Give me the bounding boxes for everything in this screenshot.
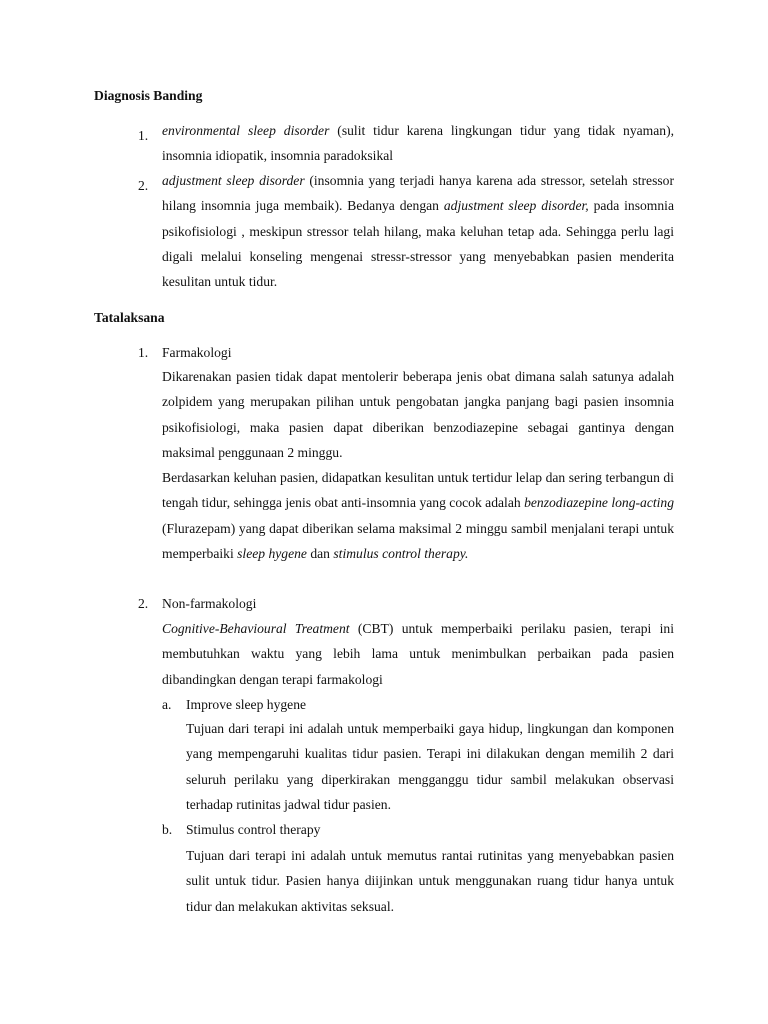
diagnosis-item-2-text-1: (insomnia yang terjadi hanya karena ada stressor, setelah stressor hilang insomnia juga membaik). Bedanya dengan [162,173,674,214]
farmakologi-term-stimulus-control: stimulus control therapy. [333,545,469,561]
diagnosis-item-2-text-2: pada insomnia psikofisiologi , meskipun stressor telah hilang, maka keluhan tetap ada. Sehingga perlu lagi digali melalui konseling mengenai stressr-stressor yang menyebabkan pasien menderita kesulitan untuk tidur. [162,198,674,290]
nonfarmakologi-intro [162,616,674,692]
subitem-a-number: a. [162,697,172,712]
subitem-a-title: Improve sleep hygene [186,697,307,712]
farmakologi-paragraph-2-text-a: Berdasarkan keluhan pasien, didapatkan kesulitan untuk tertidur lelap dan sering terbangun di tengah tidur, sehingga jenis obat anti-insomnia yang cocok adalah [162,470,674,511]
diagnosis-item-2-term: adjustment sleep disorder [162,173,305,188]
nonfarmakologi-number: 2. [138,596,149,611]
farmakologi-number: 1. [138,345,149,360]
subitem-b-title: Stimulus control therapy [186,822,321,837]
subitem-a-text: Tujuan dari terapi ini adalah untuk memperbaiki gaya hidup, lingkungan dan komponen yang mempengaruhi kualitas tidur pasien. Terapi ini dilakukan dengan memilih 2 dari seluruh perilaku yang diperkirakan mengganggu tidur sambil melakukan observasi terhadap rutinitas jadwal tidur pasien. [186,721,674,812]
farmakologi-paragraph-2-text-b: (Flurazepam) yang dapat diberikan selama maksimal 2 minggu sambil menjalani terapi untuk memperbaiki [162,520,674,561]
farmakologi-paragraph-2 [162,465,674,566]
diagnosis-item-2 [162,168,674,294]
tatalaksana-heading: Tatalaksana [94,310,165,325]
subitem-b-text: Tujuan dari terapi ini adalah untuk memutus rantai rutinitas yang menyebabkan pasien sulit untuk tidur. Pasien hanya diijinkan untuk menggunakan ruang tidur hanya untuk tidur dan melakukan aktivitas seksual. [186,848,674,914]
nonfarmakologi-title: Non-farmakologi [162,596,257,611]
diagnosis-item-2-number: 2. [138,178,149,193]
diagnosis-item-1-term: environmental sleep disorder [162,123,330,138]
farmakologi-paragraph-1: Dikarenakan pasien tidak dapat mentolerir beberapa jenis obat dimana salah satunya adalah zolpidem yang merupakan pilihan untuk pengobatan jangka panjang bagi pasien insomnia psikofisiologi, maka pasien dapat diberikan benzodiazepine sebagai gantinya dengan maksimal penggunaan 2 minggu. [162,369,674,460]
diagnosis-item-1-number: 1. [138,128,149,143]
farmakologi-title: Farmakologi [162,345,232,360]
nonfarmakologi-term-cbt: Cognitive-Behavioural Treatment [162,621,350,636]
farmakologi-term-sleep-hygene: sleep hygene [237,545,307,561]
subitem-b-number: b. [162,822,173,837]
diagnosis-item-1-text: (sulit tidur karena lingkungan tidur yang tidak nyaman), insomnia idiopatik, insomnia paradoksikal [162,123,675,164]
farmakologi-paragraph-2-text-c: dan [306,545,334,561]
diagnosis-item-2-term-2: adjustment sleep disorder, [443,198,589,214]
nonfarmakologi-intro-text: (CBT) untuk memperbaiki perilaku pasien, terapi ini membutuhkan waktu yang lebih lama untuk menimbulkan perbaikan pada pasien dibandingkan dengan terapi farmakologi [162,621,674,687]
diagnosis-heading: Diagnosis Banding [94,88,203,103]
diagnosis-item-1 [162,118,674,169]
farmakologi-term-benzodiazepine: benzodiazepine long-acting [524,495,675,511]
